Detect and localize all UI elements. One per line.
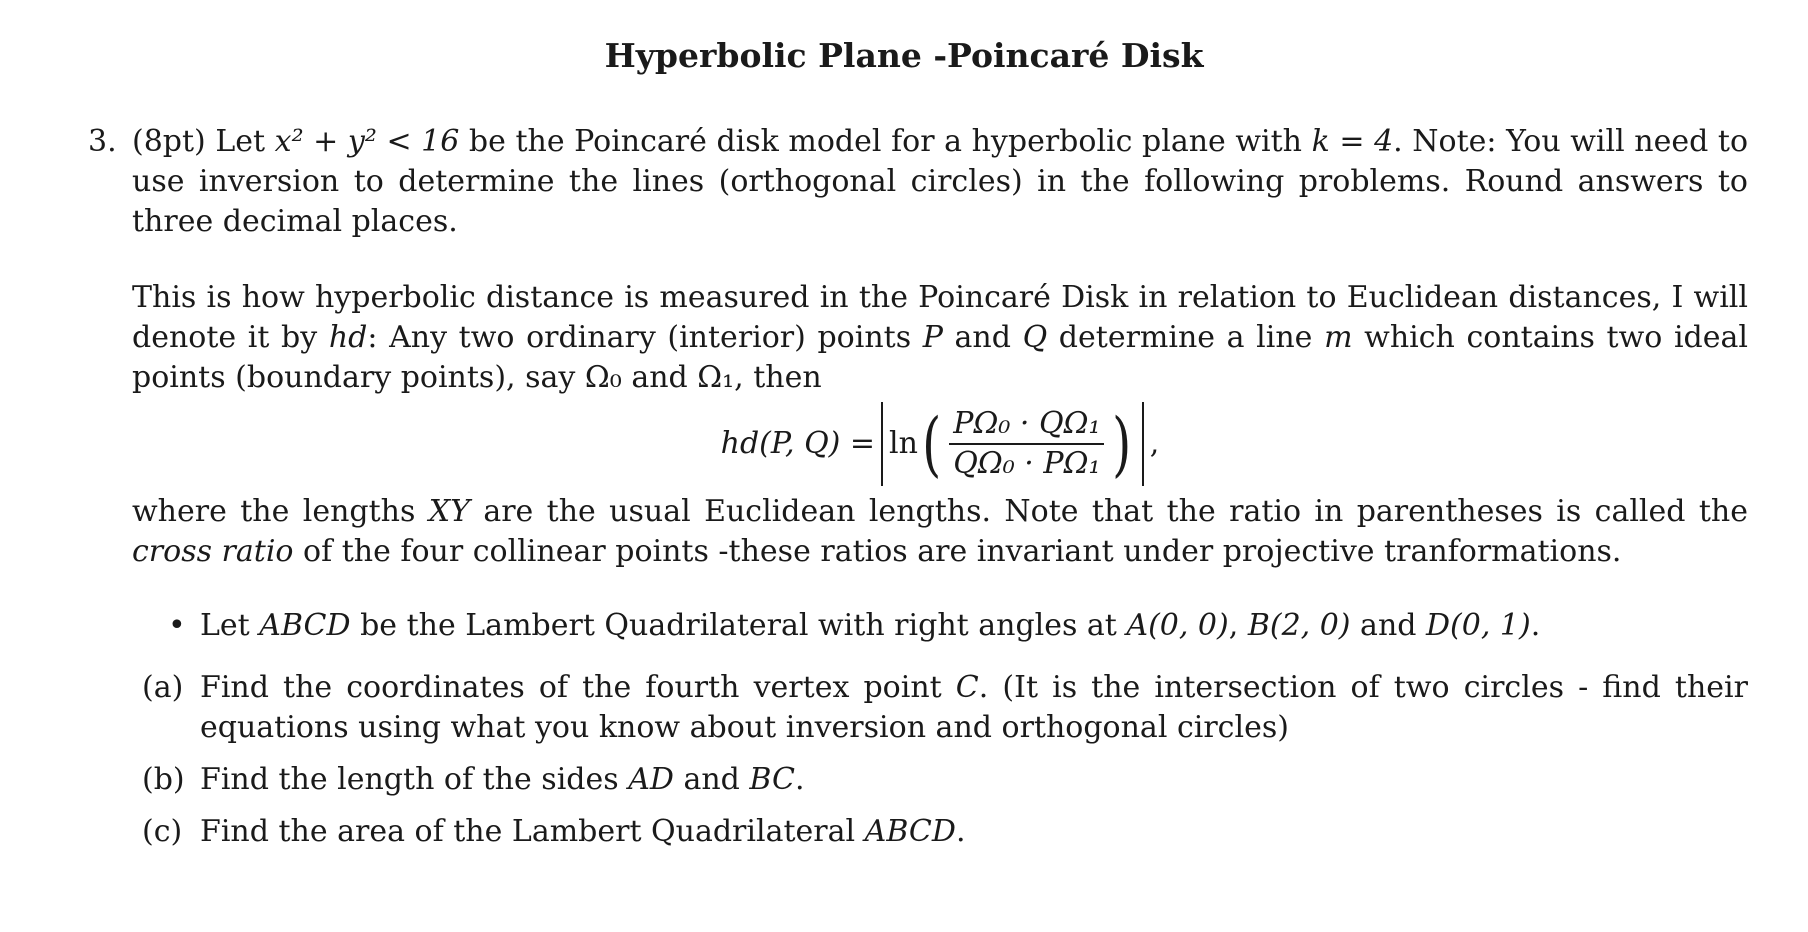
page-title: Hyperbolic Plane -Poincaré Disk [604, 36, 1204, 75]
vertex-b: B(2, 0) [1247, 608, 1351, 643]
paren-left: ( [922, 403, 942, 485]
vertex-d: D(0, 1) [1426, 608, 1531, 643]
problem-body [132, 122, 1748, 852]
formula-lhs: hd(P, Q) = [720, 426, 876, 461]
intro-text-2: be the Poincaré disk model for a hyperbolic plane with [459, 124, 1312, 159]
length-xy: XY [428, 494, 470, 529]
distance-text-5: which contains two ideal points (boundary points), say [132, 320, 1748, 395]
distance-formula [132, 398, 1748, 490]
part-text: and [673, 762, 750, 797]
after-formula-paragraph [132, 492, 1748, 572]
hd-symbol: hd [328, 320, 368, 355]
fraction-numerator: PΩ₀ · QΩ₁ [949, 405, 1104, 445]
bullet-text-1: Let [200, 608, 260, 643]
abs-bar-right [1142, 402, 1144, 486]
problem-3 [88, 122, 1748, 864]
vertex-a: A(0, 0) [1126, 608, 1229, 643]
part-text: . [955, 814, 966, 849]
distance-text-6: and [621, 360, 698, 395]
fraction-denominator: QΩ₀ · PΩ₁ [953, 446, 1101, 481]
distance-text-3: and [942, 320, 1023, 355]
omega-0: Ω₀ [584, 360, 622, 395]
after-text-1: where the lengths [132, 494, 429, 529]
part-label: (c) [142, 814, 183, 849]
part-text: . (It is the intersection of two circles - find their equations using what you know about inversion and orthogonal circles) [200, 670, 1748, 745]
point-q: Q [1022, 320, 1048, 355]
part-label: (a) [142, 670, 184, 705]
bullet-text-5: . [1530, 608, 1541, 643]
distance-paragraph [132, 278, 1748, 398]
intro-text-3: . Note: You will need to use inversion to determine the lines (orthogonal circles) in the following problems. Round answers to three decimal places. [132, 124, 1749, 239]
part-variable: AD [628, 762, 674, 797]
part-c [132, 812, 1748, 852]
after-text-3: of the four collinear points -these ratios are invariant under projective tranformations. [293, 534, 1622, 569]
distance-text-2: : Any two ordinary (interior) points [367, 320, 923, 355]
sub-questions [132, 668, 1748, 852]
cross-ratio-term: cross ratio [132, 534, 294, 569]
line-m: m [1324, 320, 1353, 355]
bullet-text-2: be the Lambert Quadrilateral with right angles at [350, 608, 1127, 643]
bullet-text-3: , [1228, 608, 1248, 643]
distance-text-1: This is how hyperbolic distance is measured in the Poincaré Disk in relation to Euclidean distances, I will denote it by [132, 280, 1748, 355]
part-variable: BC [749, 762, 795, 797]
part-text: Find the length of the sides [200, 762, 629, 797]
part-variable: ABCD [864, 814, 956, 849]
intro-paragraph [132, 122, 1748, 242]
omega-1: Ω₁ [697, 360, 735, 395]
bullet-text-4: and [1350, 608, 1426, 643]
intro-text-1: (8pt) Let [132, 124, 275, 159]
problem-number: 3. [88, 124, 117, 159]
curvature-k: k = 4 [1311, 124, 1394, 159]
quad-abcd: ABCD [259, 608, 351, 643]
bullet-mark: • [168, 608, 186, 643]
part-b [132, 760, 1748, 800]
part-text: Find the area of the Lambert Quadrilateral [200, 814, 865, 849]
point-p: P [922, 320, 943, 355]
cross-ratio-fraction [949, 405, 1104, 483]
after-text-2: are the usual Euclidean lengths. Note that the ratio in parentheses is called the [469, 494, 1748, 529]
disk-inequality: x² + y² < 16 [274, 124, 460, 159]
bullet-item [132, 606, 1748, 646]
part-variable: C [955, 670, 979, 705]
paren-right: ) [1112, 403, 1132, 485]
part-text: . [794, 762, 805, 797]
part-label: (b) [142, 762, 185, 797]
formula-trailing-comma: , [1149, 426, 1160, 461]
part-a [132, 668, 1748, 748]
abs-bar-left [881, 402, 883, 486]
distance-text-7: , then [734, 360, 822, 395]
distance-text-4: determine a line [1047, 320, 1325, 355]
formula-ln: ln [889, 426, 918, 461]
part-text: Find the coordinates of the fourth vertex point [200, 670, 956, 705]
